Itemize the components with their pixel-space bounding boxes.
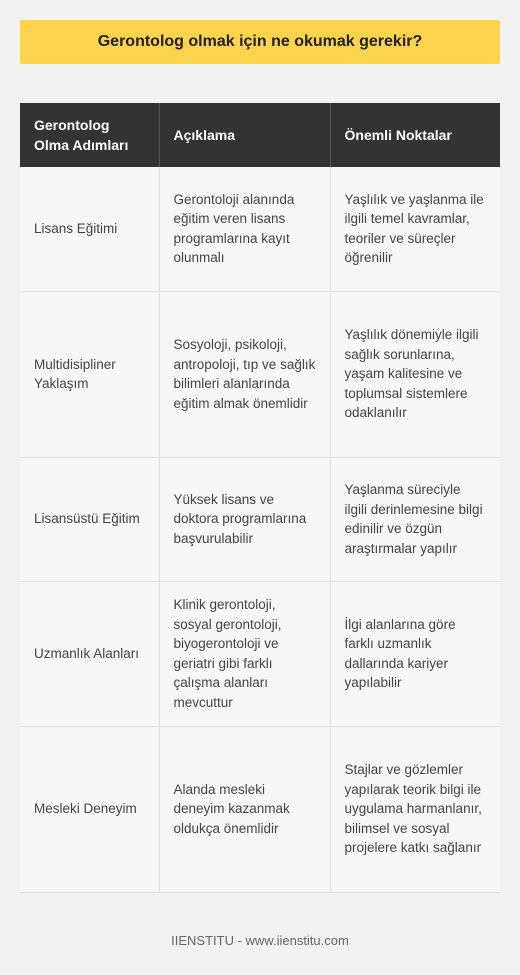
table-cell-key-point: Yaşlılık ve yaşlanma ile ilgili temel kavramlar, teoriler ve süreçler öğrenilir (330, 167, 500, 291)
table-cell-description: Sosyoloji, psikoloji, antropoloji, tıp ve sağlık bilimleri alanlarında eğitim almak önemlidir (159, 291, 330, 457)
table-row (20, 457, 500, 581)
table-cell-step: Lisansüstü Eğitim (20, 457, 159, 581)
steps-table (20, 103, 500, 893)
column-header-key-points: Önemli Noktalar (330, 103, 500, 167)
table-cell-step: Multidisipliner Yaklaşım (20, 291, 159, 457)
column-header-description: Açıklama (159, 103, 330, 167)
table-row (20, 581, 500, 726)
table-cell-description: Yüksek lisans ve doktora programlarına başvurulabilir (159, 457, 330, 581)
table-row (20, 291, 500, 457)
table-cell-step: Mesleki Deneyim (20, 726, 159, 892)
table-cell-step: Lisans Eğitimi (20, 167, 159, 291)
footer-credit: IIENSTITU - www.iienstitu.com (171, 933, 349, 948)
table-row (20, 167, 500, 291)
table-cell-step: Uzmanlık Alanları (20, 581, 159, 726)
table-cell-key-point: İlgi alanlarına göre farklı uzmanlık dallarında kariyer yapılabilir (330, 581, 500, 726)
table-cell-key-point: Stajlar ve gözlemler yapılarak teorik bilgi ile uygulama harmanlanır, bilimsel ve sosyal projelere katkı sağlanır (330, 726, 500, 892)
table-cell-description: Gerontoloji alanında eğitim veren lisans programlarına kayıt olunmalı (159, 167, 330, 291)
table-cell-description: Klinik gerontoloji, sosyal gerontoloji, biyogerontoloji ve geriatri gibi farklı çalışma alanları mevcuttur (159, 581, 330, 726)
column-header-steps: Gerontolog Olma Adımları (20, 103, 159, 167)
table-cell-key-point: Yaşlanma süreciyle ilgili derinlemesine bilgi edinilir ve özgün araştırmalar yapılır (330, 457, 500, 581)
table-cell-key-point: Yaşlılık dönemiyle ilgili sağlık sorunlarına, yaşam kalitesine ve toplumsal sistemlere odaklanılır (330, 291, 500, 457)
table-cell-description: Alanda mesleki deneyim kazanmak oldukça önemlidir (159, 726, 330, 892)
page-title: Gerontolog olmak için ne okumak gerekir? (20, 20, 500, 64)
table-row (20, 726, 500, 892)
table-header-row (20, 103, 500, 167)
